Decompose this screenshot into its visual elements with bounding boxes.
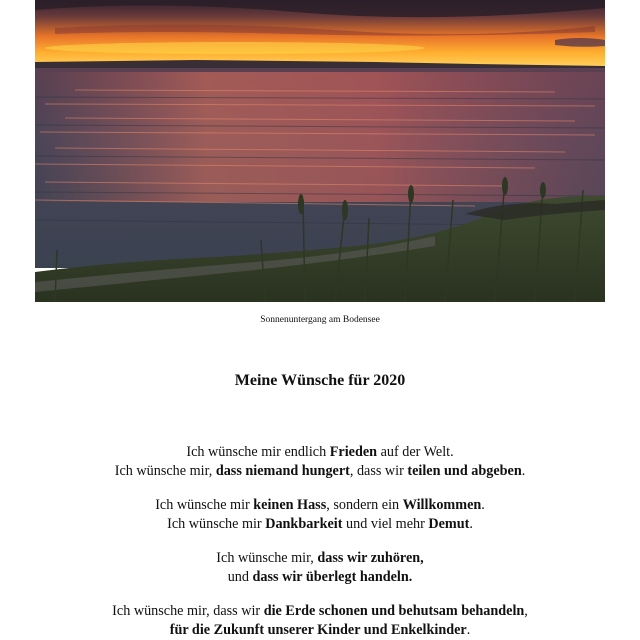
poem-text: , sondern ein <box>326 497 403 513</box>
poem-line <box>0 462 640 481</box>
poem-stanza <box>0 496 640 533</box>
photo-caption: Sonnenuntergang am Bodensee <box>260 315 380 325</box>
poem-line <box>0 621 640 640</box>
poem-text: . <box>466 621 471 638</box>
poem-line <box>0 602 640 621</box>
poem-emphasis: Demut <box>428 515 470 532</box>
poem-text: . <box>481 497 485 513</box>
poem-text: , dass wir <box>349 462 408 479</box>
poem-text: und <box>227 568 253 585</box>
poem-stanza <box>0 602 640 639</box>
poem-line <box>0 443 640 462</box>
poem-text: Ich wünsche mir endlich <box>186 444 330 460</box>
poem-body <box>0 443 640 639</box>
poem-emphasis: Frieden <box>329 444 378 460</box>
poem-line <box>0 496 640 515</box>
poem-text: Ich wünsche mir, <box>114 462 216 479</box>
poem-text: Ich wünsche mir, <box>216 550 318 566</box>
poem-stanza <box>0 549 640 586</box>
poem-emphasis: dass niemand hungert <box>215 462 350 479</box>
poem-text: . <box>521 462 526 479</box>
poem-emphasis: Willkommen <box>402 497 482 513</box>
poem-line <box>0 515 640 534</box>
poem-text: auf der Welt. <box>377 444 454 460</box>
sunset-lake-photo <box>35 0 605 302</box>
poem-emphasis: für die Zukunft unserer Kinder und Enkelkinder <box>169 621 467 638</box>
poem-emphasis: teilen und abgeben <box>407 462 522 479</box>
poem-line <box>0 549 640 568</box>
poem-emphasis: dass wir überlegt handeln. <box>252 568 413 585</box>
poem-text: . <box>469 515 473 532</box>
poem-text: Ich wünsche mir, dass wir <box>112 603 264 619</box>
poem-emphasis: keinen Hass <box>253 497 327 513</box>
poem-line <box>0 568 640 587</box>
poem-text: , <box>524 603 528 619</box>
poem-title: Meine Wünsche für 2020 <box>234 372 406 389</box>
poem-text: Ich wünsche mir <box>155 497 254 513</box>
poem-emphasis: die Erde schonen und behutsam behandeln <box>263 603 525 619</box>
poem-text: und viel mehr <box>342 515 429 532</box>
poem-stanza <box>0 443 640 480</box>
poem-emphasis: dass wir zuhören, <box>317 550 424 566</box>
poem-emphasis: Dankbarkeit <box>265 515 343 532</box>
poem-text: Ich wünsche mir <box>167 515 266 532</box>
